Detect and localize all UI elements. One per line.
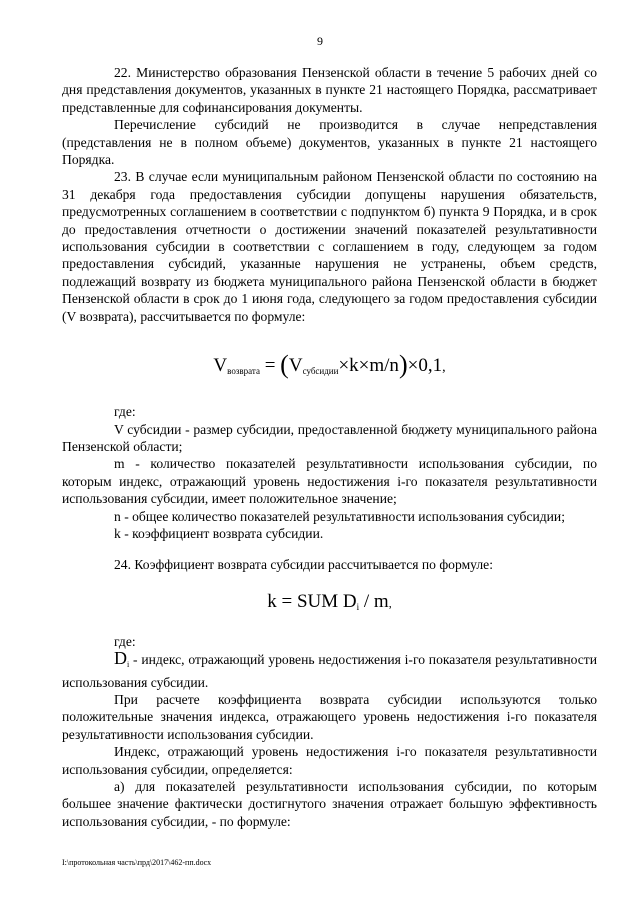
- formula-inner: V: [288, 355, 303, 377]
- formula-k-comma: ,: [388, 595, 392, 610]
- formula-lhs: V: [213, 355, 228, 377]
- paragraph-24: 24. Коэффициент возврата субсидии рассчитывается по формуле:: [114, 557, 493, 573]
- formula-k: [62, 590, 597, 619]
- di-main: D: [114, 648, 127, 669]
- formula-rest: ×k×m/n: [338, 355, 399, 377]
- v-subsidy-label: V субсидии: [114, 421, 182, 437]
- definition-m: m - количество показателей результативности использования субсидии, по которым индекс, отражающий уровень недостижения i-го показателя результативности использования субсидии, имеет положительное значение;: [62, 456, 597, 507]
- paragraph-22: 22. Министерство образования Пензенской области в течение 5 рабочих дней со дня представления документов, указанных в пункте 21 настоящего Порядка, рассматривает представленные для софинансирования документы.: [62, 65, 597, 115]
- di-sub: i: [127, 660, 130, 670]
- di-symbol: [114, 648, 129, 668]
- formula-comma: ,: [442, 360, 446, 376]
- formula-k-rest: / m: [359, 590, 389, 612]
- formula-close-paren: ): [398, 350, 408, 380]
- formula-eq: =: [264, 355, 276, 377]
- formula-k-sub: i: [356, 601, 360, 612]
- paragraph-index: Индекс, отражающий уровень недостижения i-го показателя результативности использования субсидии, определяется:: [62, 744, 597, 777]
- paragraph-23: 23. В случае если муниципальным районом Пензенской области по состоянию на 31 декабря года предоставления субсидии допущены нарушения обязательств, предусмотренных соглашением в соответствии с подпунктом б) пункта 9 Порядка, и в срок до предоставления отчетности о достижении значений показателей результативности использования субсидии в соответствии с соглашением в году, следующем за годом предоставления субсидий, указанные нарушения не устранены, объем средств, подлежащий возврату из бюджета муниципального района Пензенской области в бюджет Пензенской области в срок до 1 июня года, следующего за годом предоставления субсидии (V возврата), рассчитывается по формуле:: [62, 169, 597, 324]
- document-body: [62, 64, 597, 830]
- formula-k-lhs: k = SUM D: [267, 590, 357, 612]
- where-label-1: где:: [114, 404, 136, 420]
- paragraph-22-transfer: Перечисление субсидий не производится в случае непредставления (представления не в полном объеме) документов, указанных в пункте 21 настоящего Порядка.: [62, 117, 597, 168]
- definition-v-subsidy: [62, 421, 597, 456]
- formula-lhs-sub: возврата: [227, 366, 260, 377]
- definition-n: n - общее количество показателей результативности использования субсидии;: [114, 508, 565, 524]
- page-number: 9: [317, 34, 323, 48]
- di-text: - индекс, отражающий уровень недостижения i-го показателя результативности использования субсидии.: [62, 652, 597, 690]
- paragraph-a: а) для показателей результативности использования субсидии, по которым большее значение фактически достигнутого значения отражает большую эффективность использования субсидии, - по формуле:: [62, 779, 597, 829]
- paragraph-calc: При расчете коэффициента возврата субсидии используются только положительные значения индекса, отражающего уровень недостижения i-го показателя результативности использования субсидии.: [62, 691, 597, 742]
- definition-di: [62, 650, 597, 691]
- formula-open-paren: (: [280, 350, 289, 380]
- formula-inner-sub: субсидии: [302, 366, 339, 377]
- formula-tail: ×0,1: [407, 355, 443, 377]
- where-label-2: где:: [114, 633, 136, 649]
- v-subsidy-text: - размер субсидии, предоставленной бюджету муниципального района Пензенской области;: [62, 421, 597, 454]
- formula-v-return: [62, 350, 597, 383]
- footer-path: I:\протокольная часть\прд\2017\462-пп.docx: [62, 858, 212, 867]
- definition-k: k - коэффициент возврата субсидии.: [114, 525, 324, 541]
